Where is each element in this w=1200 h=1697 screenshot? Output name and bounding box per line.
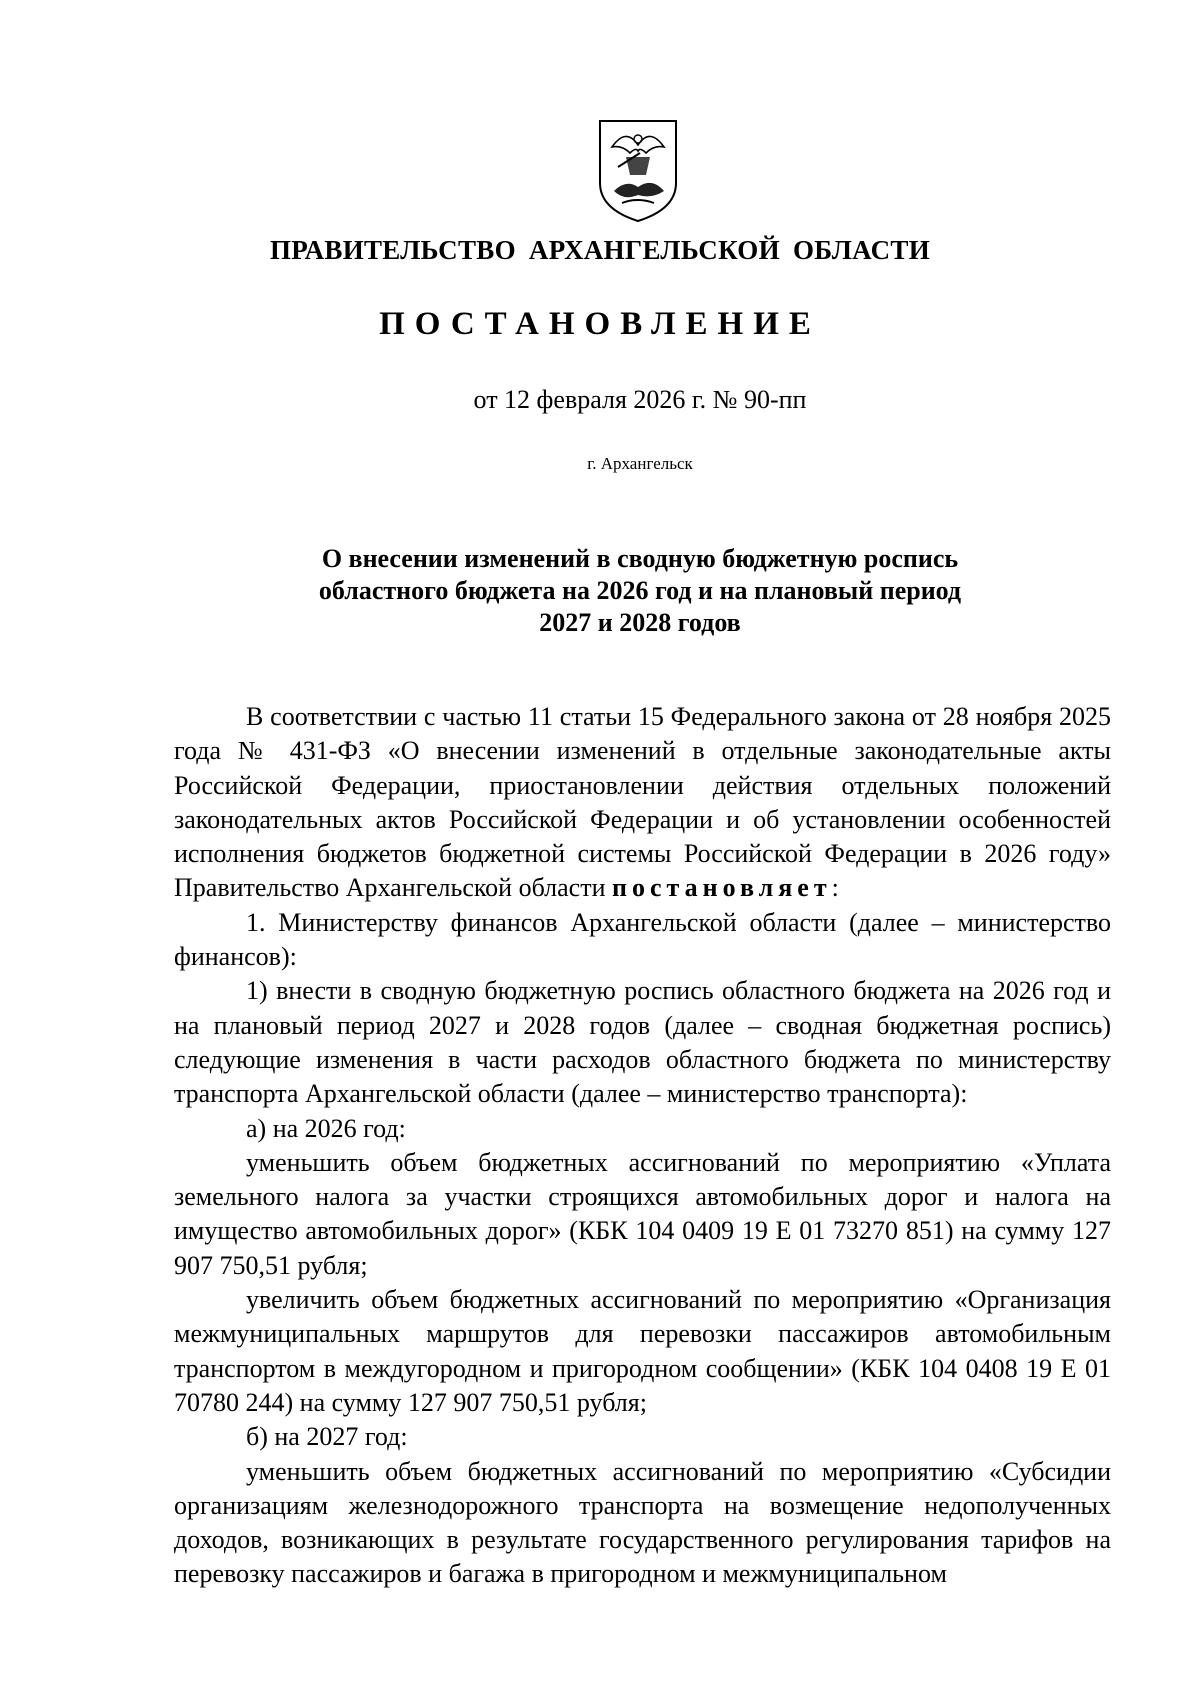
subject-line-2: областного бюджета на 2026 год и на плановый период <box>318 576 962 605</box>
subject-line-1: О внесении изменений в сводную бюджетную роспись <box>321 544 959 573</box>
document-type: ПОСТАНОВЛЕНИЕ <box>379 306 821 342</box>
paragraph-subitem-1: 1) внести в сводную бюджетную роспись областного бюджета на 2026 год и на плановый период 2027 и 2028 годов (далее – сводная бюджетная роспись) следующие изменения в части расходов областного бюджета по министерству транспорта Архангельской области (далее – министерство транспорта): <box>174 976 1111 1109</box>
organization-title: ПРАВИТЕЛЬСТВО АРХАНГЕЛЬСКОЙ ОБЛАСТИ <box>269 235 931 265</box>
paragraph-year-2026: а) на 2026 год: <box>246 1113 406 1143</box>
paragraph-preamble <box>174 700 1111 906</box>
paragraph-decrease-2027: уменьшить объем бюджетных ассигнований по мероприятию «Субсидии организациям железнодорожного транспорта на возмещение недополученных доходов, возникающих в результате государственного регулирования тарифов на перевозку пассажиров и багажа в пригородном и межмуниципальном <box>174 1456 1111 1589</box>
resolves-word: постановляет <box>612 873 832 903</box>
document-body <box>174 700 1111 1592</box>
document-subject <box>40 543 1200 639</box>
coat-of-arms-shape <box>596 117 680 225</box>
document-city: г. Архангельск <box>587 454 693 473</box>
paragraph-year-2027: б) на 2027 год: <box>246 1422 408 1452</box>
subject-line-3: 2027 и 2028 годов <box>539 608 741 637</box>
preamble-text: В соответствии с частью 11 статьи 15 Федерального закона от 28 ноября 2025 года № 431-ФЗ «О внесении изменений в отдельные законодательные акты Российской Федерации, приостановлении действия отдельных положений законодательных актов Российской Федерации и об установлении особенностей исполнения бюджетов бюджетной системы Российской Федерации в 2026 году» Правительство Архангельской области <box>174 702 1111 903</box>
coat-of-arms-icon <box>596 117 680 225</box>
document-date-number: от 12 февраля 2026 г. № 90-пп <box>473 385 807 414</box>
paragraph-item-1: 1. Министерству финансов Архангельской области (далее – министерство финансов): <box>174 907 1111 972</box>
paragraph-increase-2026: увеличить объем бюджетных ассигнований по мероприятию «Организация межмуниципальных маршрутов для перевозки пассажиров автомобильным транспортом в междугородном и пригородном сообщении» (КБК 104 0408 19 Е 01 70780 244) на сумму 127 907 750,51 рубля; <box>174 1285 1111 1417</box>
paragraph-decrease-2026: уменьшить объем бюджетных ассигнований по мероприятию «Уплата земельного налога за участки строящихся автомобильных дорог и налога на имущество автомобильных дорог» (КБК 104 0409 19 Е 01 73270 851) на сумму 127 907 750,51 рубля; <box>174 1147 1111 1280</box>
preamble-colon: : <box>831 873 839 903</box>
